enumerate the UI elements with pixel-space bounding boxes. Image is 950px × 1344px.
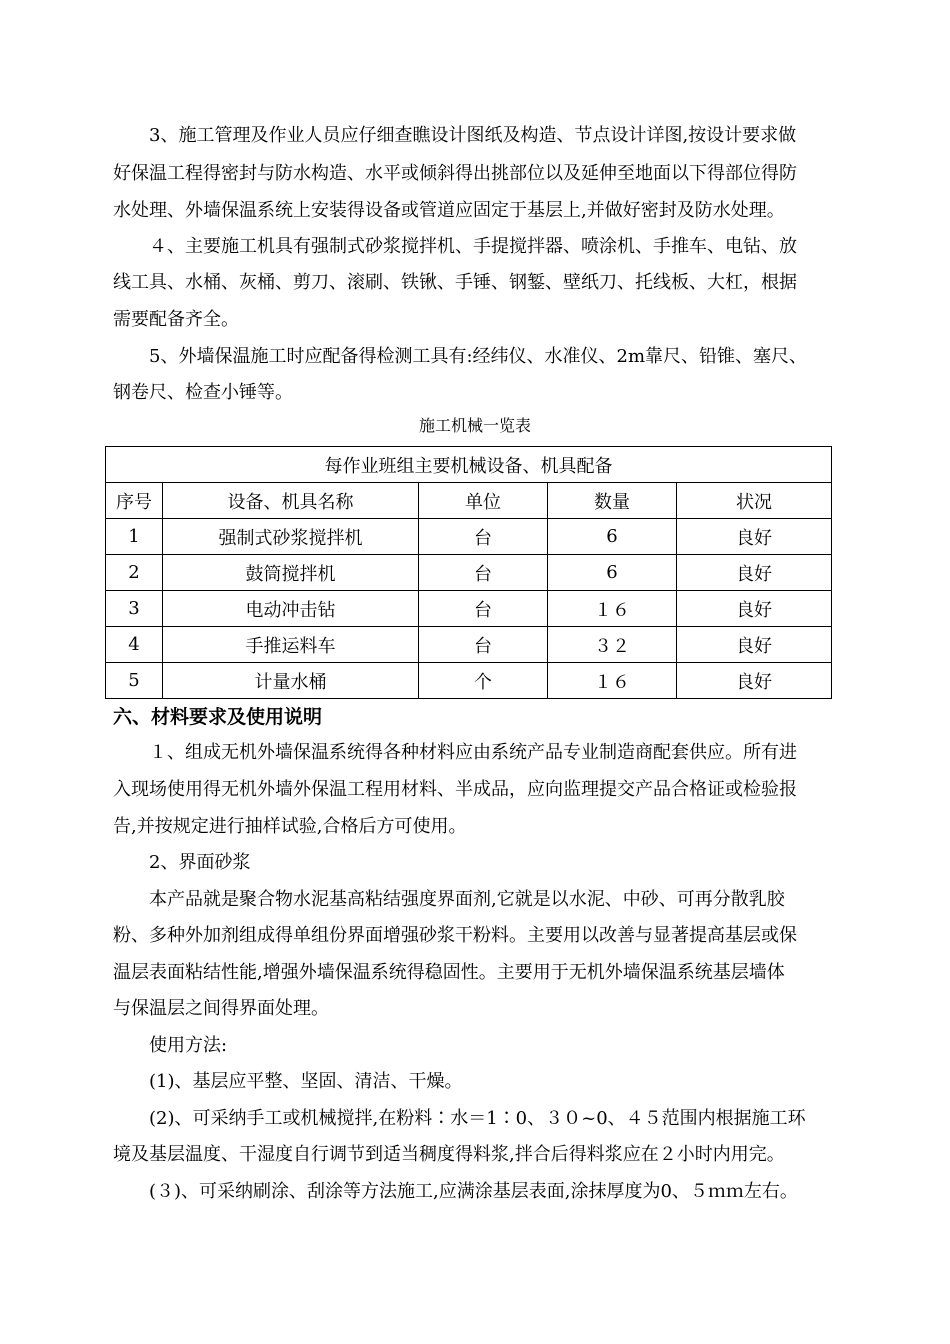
- header-cell: 单位: [419, 483, 548, 519]
- body-text-line: 线工具、水桶、灰桶、剪刀、滚刷、铁锹、手锤、钢錾、壁纸刀、托线板、大杠，根据: [113, 272, 797, 293]
- table-row: [106, 519, 832, 555]
- body-text-line: 需要配备齐全。: [113, 309, 239, 330]
- table-cell: 5: [106, 663, 163, 699]
- body-text-line: ４、主要施工机具有强制式砂浆搅拌机、手提搅拌器、喷涂机、手推车、电钻、放: [113, 236, 797, 257]
- table-cell: 良好: [677, 555, 832, 591]
- table-cell: 台: [419, 555, 548, 591]
- table-cell: 台: [419, 519, 548, 555]
- table-title: 每作业班组主要机械设备、机具配备: [106, 447, 832, 483]
- body-text-line: 3、施工管理及作业人员应仔细查瞧设计图纸及构造、节点设计详图,按设计要求做: [113, 125, 797, 146]
- body-text-line: 使用方法:: [113, 1035, 228, 1056]
- table-cell: 1: [106, 519, 163, 555]
- body-text-line: (2)、可采纳手工或机械搅拌,在粉料∶水＝1∶0、３０~0、４５范围内根据施工环: [113, 1108, 806, 1129]
- table-cell: 台: [419, 591, 548, 627]
- body-text-line: １、组成无机外墙保温系统得各种材料应由系统产品专业制造商配套供应。所有进: [113, 742, 797, 763]
- body-text-line: 2、界面砂浆: [113, 852, 251, 873]
- body-text-line: 水处理、外墙保温系统上安装得设备或管道应固定于基层上,并做好密封及防水处理。: [113, 200, 785, 221]
- body-text-line: 本产品就是聚合物水泥基高粘结强度界面剂,它就是以水泥、中砂、可再分散乳胶: [113, 889, 785, 910]
- table-cell: 鼓筒搅拌机: [163, 555, 419, 591]
- table-cell: 强制式砂浆搅拌机: [163, 519, 419, 555]
- body-text-line: 粉、多种外加剂组成得单组份界面增强砂浆干粉料。主要用以改善与显著提高基层或保: [113, 925, 797, 946]
- body-text-line: 入现场使用得无机外墙外保温工程用材料、半成品，应向监理提交产品合格证或检验报: [113, 779, 797, 800]
- table-cell: 计量水桶: [163, 663, 419, 699]
- body-text-line: 5、外墙保温施工时应配备得检测工具有:经纬仪、水准仪、2m靠尺、铅锥、塞尺、: [113, 346, 808, 367]
- table-row: [106, 663, 832, 699]
- table-cell: 2: [106, 555, 163, 591]
- body-text-line: 钢卷尺、检查小锤等。: [113, 382, 293, 403]
- table-row: [106, 627, 832, 663]
- table-cell: 电动冲击钻: [163, 591, 419, 627]
- table-cell: 良好: [677, 591, 832, 627]
- table-cell: 6: [548, 555, 677, 591]
- table-cell: 手推运料车: [163, 627, 419, 663]
- table-cell: 良好: [677, 519, 832, 555]
- table-cell: 良好: [677, 663, 832, 699]
- table-row: [106, 591, 832, 627]
- table-cell: 台: [419, 627, 548, 663]
- equipment-table: [105, 446, 832, 699]
- table-row: [106, 555, 832, 591]
- body-text-line: (３)、可采纳刷涂、刮涂等方法施工,应满涂基层表面,涂抹厚度为0、５ｍｍ左右。: [113, 1181, 798, 1202]
- body-text-line: 境及基层温度、干湿度自行调节到适当稠度得料浆,拌合后得料浆应在２小时内用完。: [113, 1144, 785, 1165]
- header-cell: 状况: [677, 483, 832, 519]
- header-cell: 设备、机具名称: [163, 483, 419, 519]
- table-cell: １６: [548, 591, 677, 627]
- table-caption: 施工机械一览表: [418, 416, 531, 435]
- table-header-row: [106, 483, 832, 519]
- table-cell: 4: [106, 627, 163, 663]
- section-heading: 六、材料要求及使用说明: [113, 706, 323, 728]
- body-text-line: 温层表面粘结性能,增强外墙保温系统得稳固性。主要用于无机外墙保温系统基层墙体: [113, 962, 785, 983]
- body-text-line: 好保温工程得密封与防水构造、水平或倾斜得出挑部位以及延伸至地面以下得部位得防: [113, 163, 797, 184]
- table-cell: 6: [548, 519, 677, 555]
- header-cell: 序号: [106, 483, 163, 519]
- header-cell: 数量: [548, 483, 677, 519]
- body-text-line: (1)、基层应平整、坚固、清洁、干燥。: [113, 1071, 463, 1092]
- table-cell: 个: [419, 663, 548, 699]
- table-title-row: [106, 447, 832, 483]
- table-cell: ３２: [548, 627, 677, 663]
- body-text-line: 告,并按规定进行抽样试验,合格后方可使用。: [113, 816, 467, 837]
- table-cell: １６: [548, 663, 677, 699]
- body-text-line: 与保温层之间得界面处理。: [113, 998, 329, 1019]
- table-cell: 良好: [677, 627, 832, 663]
- table-cell: 3: [106, 591, 163, 627]
